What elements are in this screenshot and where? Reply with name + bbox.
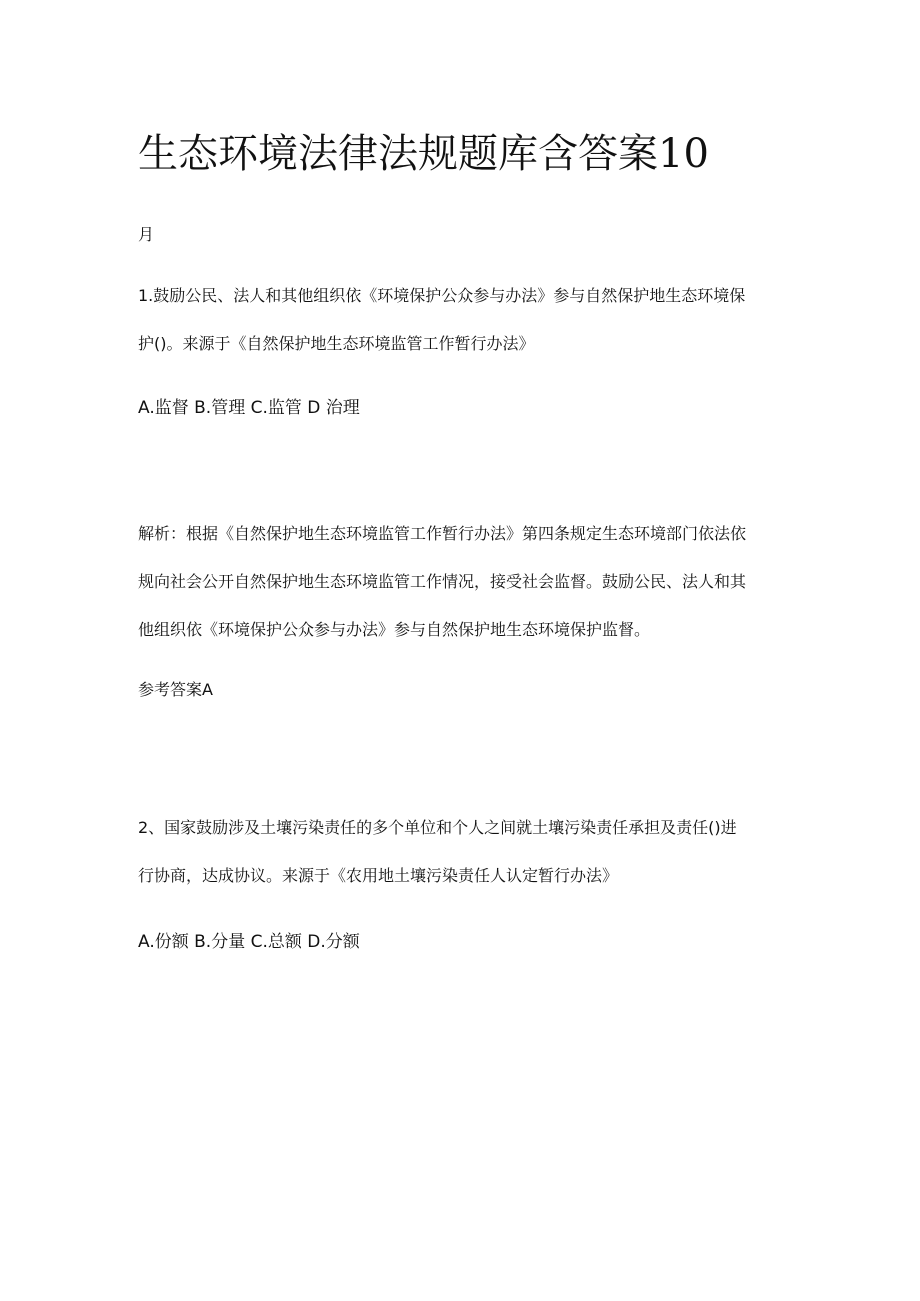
- question-2-line-2: 行协商，达成协议。来源于《农用地土壤污染责任人认定暂行办法》: [138, 866, 619, 885]
- answer-line: 参考答案A: [138, 680, 213, 699]
- question-1-analysis: [138, 510, 788, 654]
- document-title-continuation: 月: [138, 225, 155, 244]
- analysis-line-2: 规向社会公开自然保护地生态环境监管工作情况，接受社会监督。鼓励公民、法人和其: [138, 572, 747, 591]
- document-title: 生态环境法律法规题库含答案10: [138, 131, 709, 177]
- question-2-line-1: 2、国家鼓励涉及土壤污染责任的多个单位和个人之间就土壤污染责任承担及责任()进: [138, 818, 737, 837]
- analysis-line-3: 他组织依《环境保护公众参与办法》参与自然保护地生态环境保护监督。: [138, 620, 651, 639]
- question-1-line-1: 1.鼓励公民、法人和其他组织依《环境保护公众参与办法》参与自然保护地生态环境保: [138, 286, 746, 305]
- question-1-answer: [138, 666, 788, 714]
- question-2-options: A.份额 B.分量 C.总额 D.分额: [138, 932, 360, 952]
- question-2-text: [138, 804, 788, 900]
- question-1-options: A.监督 B.管理 C.监管 D 治理: [138, 398, 360, 418]
- question-1-line-2: 护()。来源于《自然保护地生态环境监管工作暂行办法》: [138, 334, 535, 353]
- analysis-line-1: 解析：根据《自然保护地生态环境监管工作暂行办法》第四条规定生态环境部门依法依: [138, 524, 747, 543]
- question-1-text: [138, 272, 788, 368]
